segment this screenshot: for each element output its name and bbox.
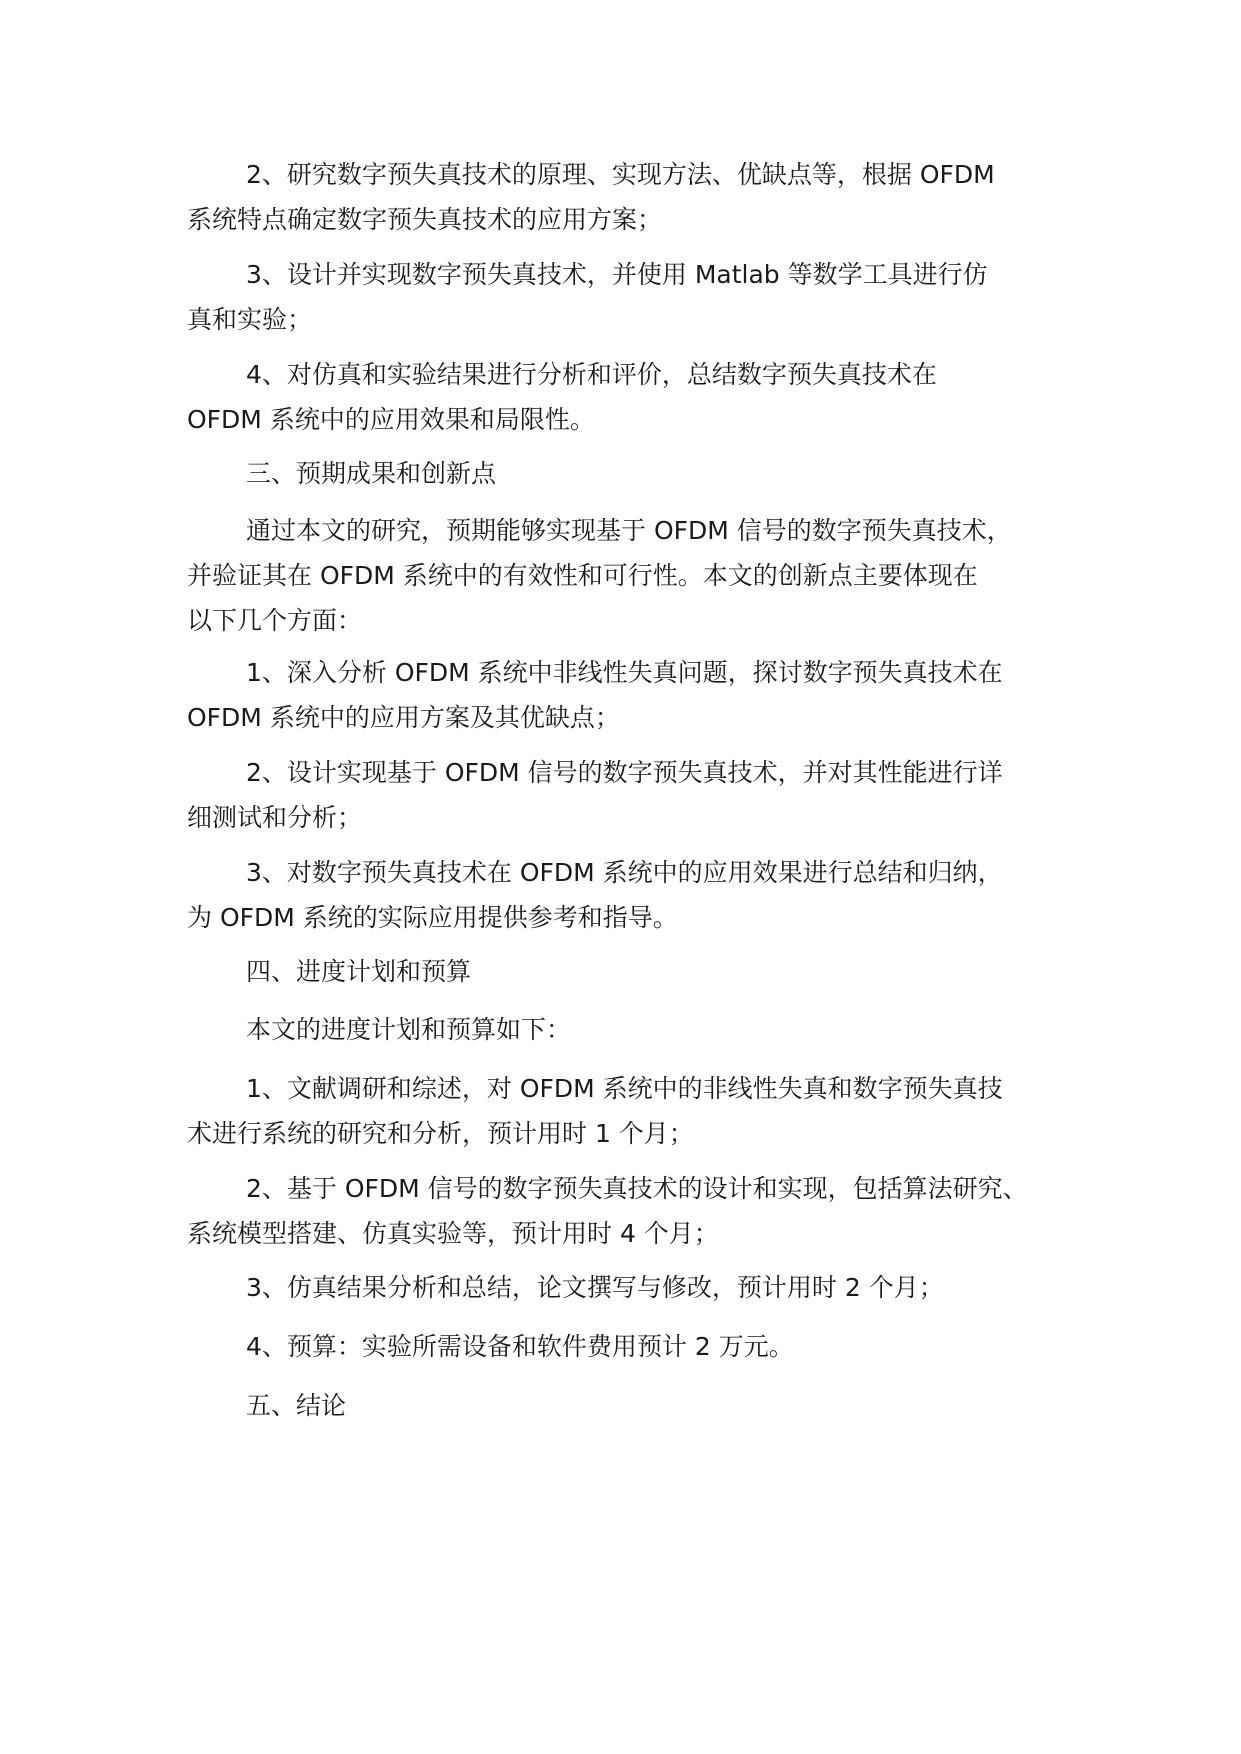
paragraph-line: 本文的进度计划和预算如下： bbox=[246, 1015, 572, 1044]
paragraph-schedule-3 bbox=[187, 1265, 1087, 1310]
paragraph-line: OFDM 系统中的应用方案及其优缺点； bbox=[187, 703, 620, 732]
paragraph-expected-results-intro bbox=[187, 508, 1087, 643]
section-heading-schedule-budget bbox=[187, 949, 1087, 994]
paragraph-line: 为 OFDM 系统的实际应用提供参考和指导。 bbox=[187, 903, 678, 932]
heading-line: 四、进度计划和预算 bbox=[246, 957, 472, 986]
paragraph-line: 系统特点确定数字预失真技术的应用方案； bbox=[187, 205, 663, 234]
paragraph-analysis-evaluation bbox=[187, 352, 1087, 442]
paragraph-innovation-2 bbox=[187, 750, 1087, 840]
paragraph-line: 3、仿真结果分析和总结，论文撰写与修改，预计用时 2 个月； bbox=[246, 1273, 944, 1302]
paragraph-schedule-intro bbox=[187, 1007, 1087, 1052]
paragraph-line: 系统模型搭建、仿真实验等，预计用时 4 个月； bbox=[187, 1219, 719, 1248]
paragraph-innovation-3 bbox=[187, 850, 1087, 940]
paragraph-line: 4、预算：实验所需设备和软件费用预计 2 万元。 bbox=[246, 1332, 794, 1361]
paragraph-line: 4、对仿真和实验结果进行分析和评价，总结数字预失真技术在 bbox=[246, 360, 937, 389]
paragraph-line: 2、设计实现基于 OFDM 信号的数字预失真技术，并对其性能进行详 bbox=[246, 758, 1003, 787]
heading-line: 三、预期成果和创新点 bbox=[246, 459, 497, 488]
paragraph-research-dpd-principle bbox=[187, 152, 1087, 242]
paragraph-line: 真和实验； bbox=[187, 305, 313, 334]
paragraph-line: 3、设计并实现数字预失真技术，并使用 Matlab 等数学工具进行仿 bbox=[246, 260, 988, 289]
paragraph-line: 术进行系统的研究和分析，预计用时 1 个月； bbox=[187, 1119, 694, 1148]
paragraph-schedule-2 bbox=[187, 1166, 1087, 1256]
section-heading-expected-results bbox=[187, 451, 1087, 496]
paragraph-design-implement bbox=[187, 252, 1087, 342]
paragraph-budget bbox=[187, 1324, 1087, 1369]
paragraph-line: 3、对数字预失真技术在 OFDM 系统中的应用效果进行总结和归纳， bbox=[246, 858, 1003, 887]
section-heading-conclusion bbox=[187, 1383, 1087, 1428]
paragraph-line: 细测试和分析； bbox=[187, 803, 363, 832]
paragraph-line: 1、深入分析 OFDM 系统中非线性失真问题，探讨数字预失真技术在 bbox=[246, 658, 1003, 687]
paragraph-line: 1、文献调研和综述，对 OFDM 系统中的非线性失真和数字预失真技 bbox=[246, 1074, 1003, 1103]
paragraph-line: OFDM 系统中的应用效果和局限性。 bbox=[187, 405, 595, 434]
paragraph-schedule-1 bbox=[187, 1066, 1087, 1156]
paragraph-line: 并验证其在 OFDM 系统中的有效性和可行性。本文的创新点主要体现在 bbox=[187, 561, 978, 590]
paragraph-line: 2、研究数字预失真技术的原理、实现方法、优缺点等，根据 OFDM bbox=[246, 160, 995, 189]
paragraph-line: 2、基于 OFDM 信号的数字预失真技术的设计和实现，包括算法研究、 bbox=[246, 1174, 1028, 1203]
paragraph-line: 通过本文的研究，预期能够实现基于 OFDM 信号的数字预失真技术， bbox=[246, 516, 1012, 545]
paragraph-innovation-1 bbox=[187, 650, 1087, 740]
paragraph-line: 以下几个方面： bbox=[187, 606, 363, 635]
heading-line: 五、结论 bbox=[246, 1391, 347, 1420]
